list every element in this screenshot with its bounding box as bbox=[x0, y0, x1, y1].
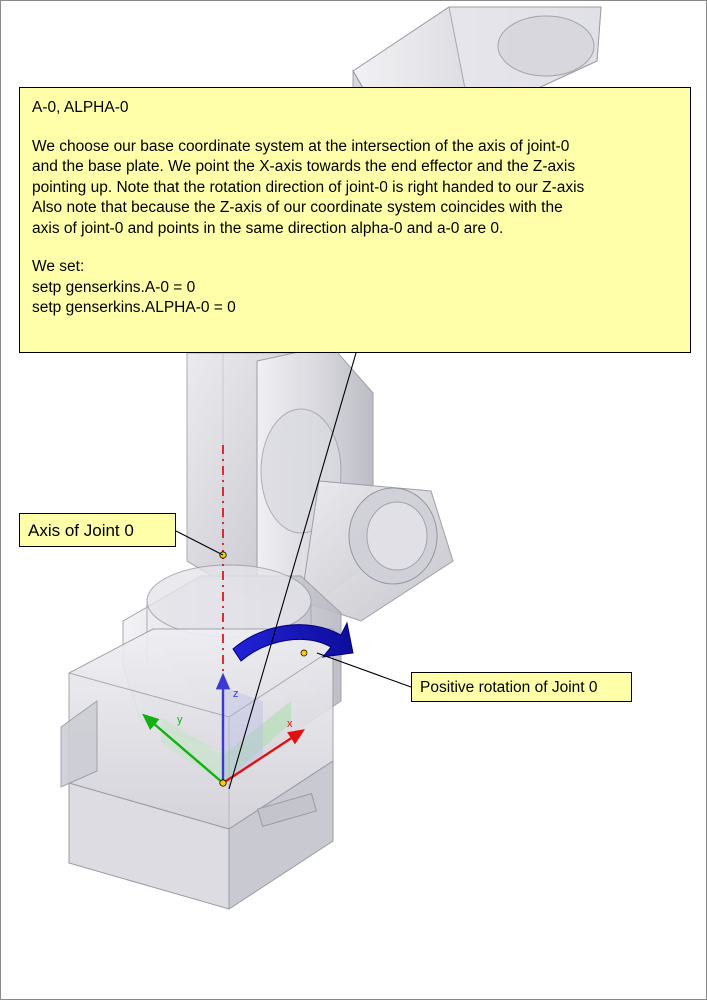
note-body-line-5: axis of joint-0 and points in the same direction alpha-0 and a-0 are 0. bbox=[32, 219, 504, 237]
note-body-line-1: We choose our base coordinate system at the intersection of the axis of joint-0 bbox=[32, 137, 570, 155]
positive-rotation-callout: Positive rotation of Joint 0 bbox=[411, 672, 632, 702]
robot-base bbox=[61, 629, 333, 909]
note-body-line-3: pointing up. Note that the rotation direction of joint-0 is right handed to our Z-axis bbox=[32, 178, 585, 196]
note-spacer-1 bbox=[32, 119, 678, 137]
axis-of-joint-callout: Axis of Joint 0 bbox=[19, 513, 176, 547]
note-heading: A-0, ALPHA-0 bbox=[32, 99, 129, 116]
note-command-line-2: setp genserkins.ALPHA-0 = 0 bbox=[32, 299, 236, 316]
main-note-callout bbox=[19, 87, 691, 353]
note-command-line-1: setp genserkins.A-0 = 0 bbox=[32, 278, 196, 296]
note-body-line-2: and the base plate. We point the X-axis towards the end effector and the Z-axis bbox=[32, 158, 576, 175]
axis-label-z: z bbox=[233, 688, 239, 700]
axis-label-y: y bbox=[177, 714, 183, 726]
note-spacer-2 bbox=[32, 239, 678, 257]
note-we-set-label: We set: bbox=[32, 258, 85, 275]
origin-marker bbox=[220, 780, 226, 786]
note-body-line-4: Also note that because the Z-axis of our coordinate system coincides with the bbox=[32, 199, 563, 216]
axis-label-x: x bbox=[287, 718, 293, 730]
